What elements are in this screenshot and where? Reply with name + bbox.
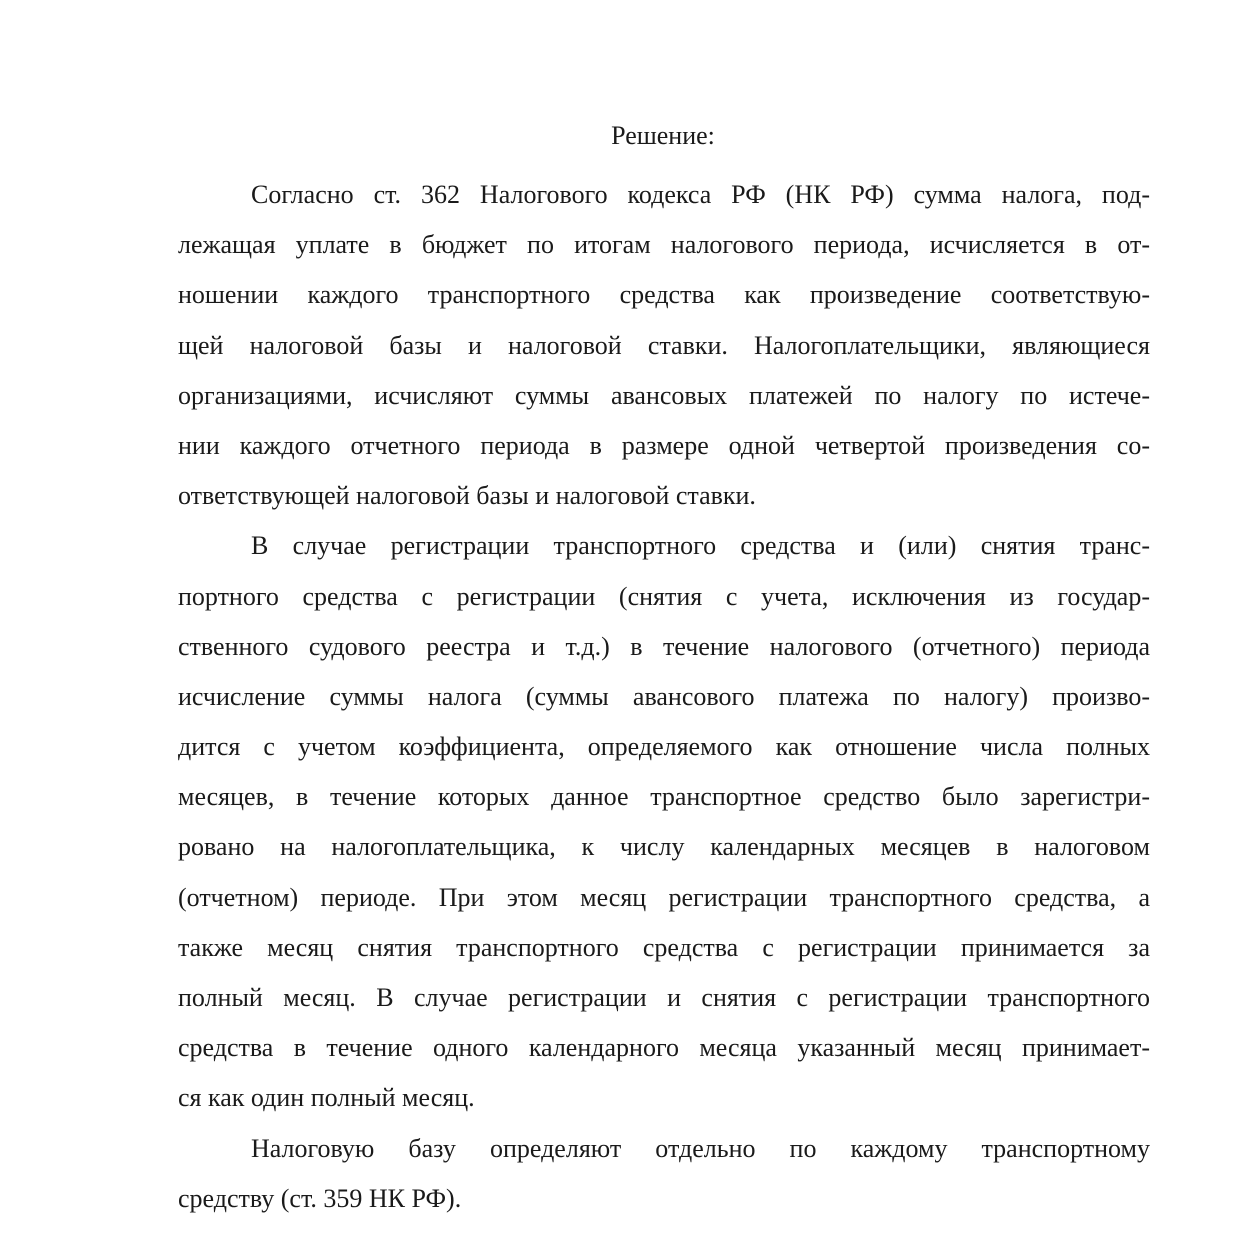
paragraph-2-line: дится с учетом коэффициента, определяемого как отношение числа полных [178, 732, 1150, 762]
paragraph-1-line: организациями, исчисляют суммы авансовых платежей по налогу по истече- [178, 380, 1150, 410]
paragraph-2-line: также месяц снятия транспортного средства с регистрации принимается за [178, 932, 1150, 962]
paragraph-3-line: Налоговую базу определяют отдельно по каждому транспортному [251, 1133, 1150, 1163]
paragraph-1-line: Согласно ст. 362 Налогового кодекса РФ (НК РФ) сумма налога, под- [251, 180, 1150, 209]
paragraph-1-line: ношении каждого транспортного средства как произведение соответствую- [178, 280, 1150, 310]
paragraph-2-line: ровано на налогоплательщика, к числу календарных месяцев в налоговом [178, 832, 1150, 862]
paragraph-2-line: исчисление суммы налога (суммы авансового платежа по налогу) произво- [178, 681, 1150, 711]
paragraph-1-line: щей налоговой базы и налоговой ставки. Налогоплательщики, являющиеся [178, 330, 1150, 360]
paragraph-1-line: нии каждого отчетного периода в размере одной четвертой произведения со- [178, 430, 1150, 460]
paragraph-2-line: ственного судового реестра и т.д.) в течение налогового (отчетного) периода [178, 631, 1150, 661]
paragraph-2-line: полный месяц. В случае регистрации и снятия с регистрации транспортного [178, 983, 1150, 1012]
paragraph-1-line: лежащая уплате в бюджет по итогам налогового периода, исчисляется в от- [178, 230, 1150, 260]
document-body [178, 170, 1150, 1224]
document-heading: Решение: [611, 121, 715, 150]
paragraph-2-line: портного средства с регистрации (снятия с учета, исключения из государ- [178, 581, 1150, 611]
paragraph-2-line: ся как один полный месяц. [178, 1083, 475, 1113]
paragraph-2-line: В случае регистрации транспортного средства и (или) снятия транс- [251, 531, 1150, 561]
paragraph-2-line: месяцев, в течение которых данное транспортное средство было зарегистри- [178, 782, 1150, 812]
paragraph-2-line: (отчетном) периоде. При этом месяц регистрации транспортного средства, а [178, 882, 1150, 912]
paragraph-1-line: ответствующей налоговой базы и налоговой ставки. [178, 481, 756, 511]
paragraph-2-line: средства в течение одного календарного месяца указанный месяц принимает- [178, 1033, 1150, 1063]
paragraph-3-line: средству (ст. 359 НК РФ). [178, 1183, 462, 1213]
